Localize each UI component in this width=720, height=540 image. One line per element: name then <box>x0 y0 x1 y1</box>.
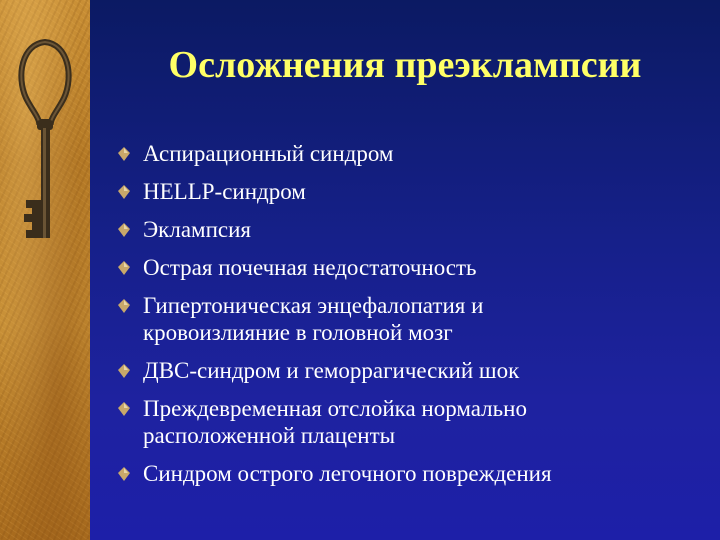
bullet-text: расположенной плаценты <box>143 423 396 448</box>
bullet-list <box>118 140 718 498</box>
diamond-icon <box>118 402 130 416</box>
bullet-text: кровоизлияние в головной мозг <box>143 320 453 345</box>
bullet-text: Аспирационный синдром <box>143 141 394 166</box>
bullet-text: Гипертоническая энцефалопатия и <box>143 293 484 318</box>
bullet-text: Острая почечная недостаточность <box>143 255 477 280</box>
diamond-icon <box>118 364 130 378</box>
bullet-text: ДВС-синдром и геморрагический шок <box>143 358 520 383</box>
bullet-text: Преждевременная отслойка нормально <box>143 396 527 421</box>
list-item <box>118 140 718 167</box>
bullet-text: Синдром острого легочного повреждения <box>143 461 552 486</box>
list-item <box>118 460 718 487</box>
diamond-icon <box>118 223 130 237</box>
diamond-icon <box>118 185 130 199</box>
list-item <box>118 395 718 449</box>
list-item <box>118 292 718 346</box>
bullet-text: Эклампсия <box>143 217 252 242</box>
slide-title: Осложнения преэклампсии <box>168 44 642 86</box>
sidebar-texture <box>0 0 90 540</box>
list-item <box>118 178 718 205</box>
list-item <box>118 216 718 243</box>
diamond-icon <box>118 299 130 313</box>
diamond-icon <box>118 261 130 275</box>
bullet-text: HELLP-синдром <box>143 179 306 204</box>
list-item <box>118 254 718 281</box>
diamond-icon <box>118 147 130 161</box>
diamond-icon <box>118 467 130 481</box>
list-item <box>118 357 718 384</box>
key-icon <box>4 36 86 246</box>
